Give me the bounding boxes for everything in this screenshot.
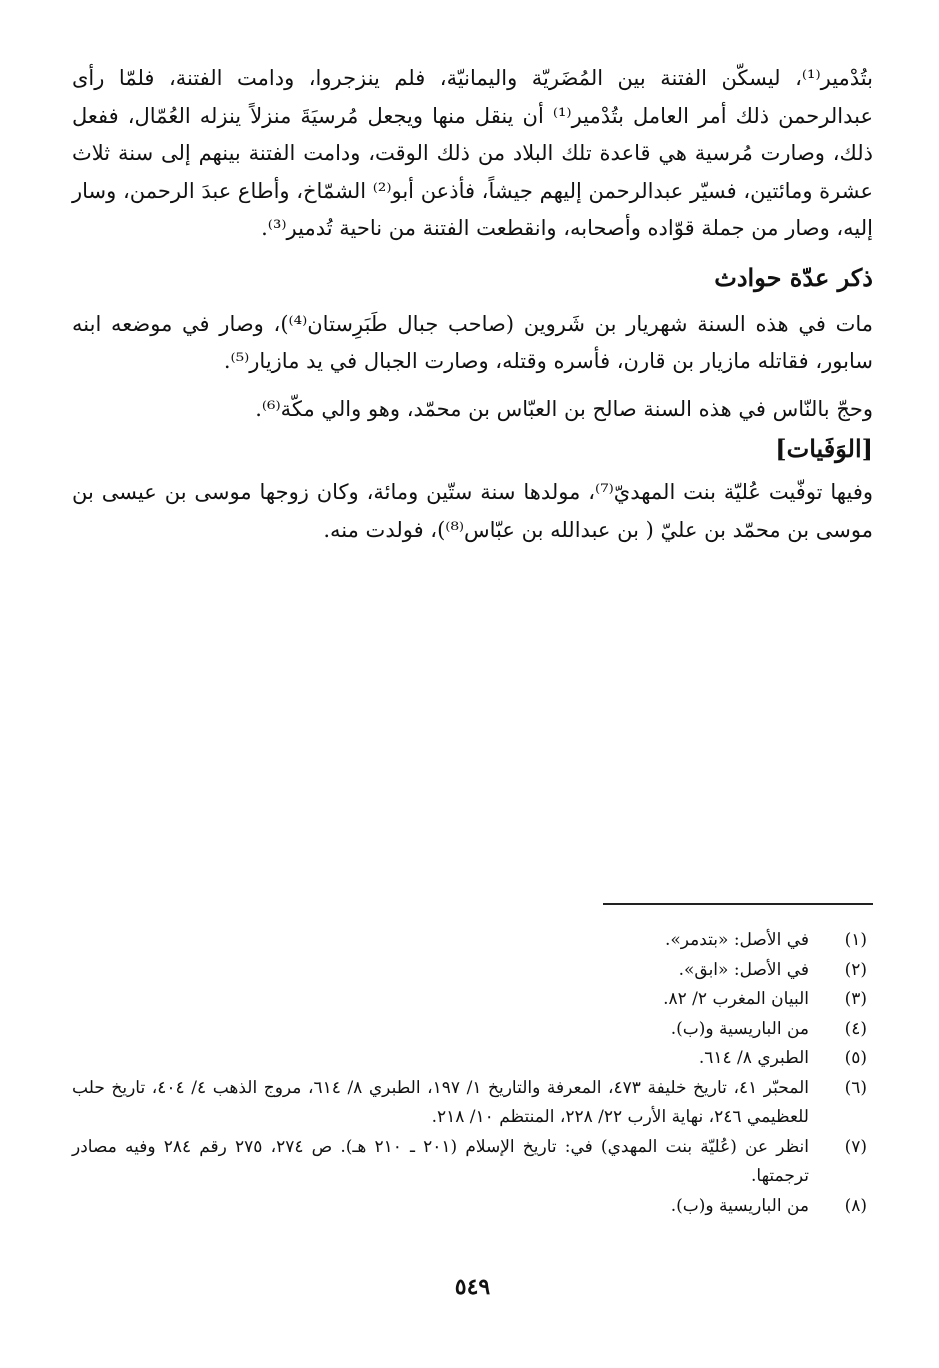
footnote-text: في الأصل: «ابق». bbox=[678, 959, 809, 980]
footnote-number: (١) bbox=[844, 930, 867, 950]
book-page bbox=[72, 60, 873, 1328]
footnote-item bbox=[72, 1133, 873, 1192]
footnote-number: (٧) bbox=[844, 1136, 867, 1157]
footnote-item bbox=[72, 1074, 873, 1133]
footnote-item bbox=[72, 1192, 873, 1222]
footnote-text: المحبّر ٤١، تاريخ خليفة ٤٧٣، المعرفة والتاريخ ١/ ١٩٧، الطبري ٨/ ٦١٤، مروج الذهب ٤/ ٤٠٤، تاريخ حلب للعظيمي ٢٤٦، نهاية الأرب ٢٢/ ٢٢٨، المنتظم ١٠/ ٢١٨. bbox=[72, 1077, 809, 1127]
footnote-text: الطبري ٨/ ٦١٤. bbox=[698, 1048, 809, 1068]
footnote-item bbox=[72, 926, 873, 956]
page-number: ٥٤٩ bbox=[454, 1274, 491, 1300]
section-heading-events: ذكر عدّة حوادث bbox=[714, 262, 873, 292]
footnote-separator bbox=[603, 903, 873, 905]
footnote-item bbox=[72, 1015, 873, 1045]
footnote-number: (٦) bbox=[844, 1077, 867, 1098]
footnote-number: (٢) bbox=[844, 959, 867, 980]
footnote-item bbox=[72, 956, 873, 986]
footnote-text: من الباريسية و(ب). bbox=[670, 1018, 809, 1039]
footnote-text: البيان المغرب ٢/ ٨٢. bbox=[663, 989, 809, 1009]
paragraph-gap bbox=[72, 381, 873, 391]
footnote-number: (٣) bbox=[844, 989, 867, 1009]
footnotes bbox=[72, 926, 873, 1221]
paragraph-wafayat-1: وفيها توفّيت عُليّة بنت المهديّ⁽⁷⁾، مولدها سنة ستّين ومائة، وكان زوجها موسى بن عيسى بن موسى بن محمّد بن عليّ ( بن عبدالله بن عبّاس⁽⁸⁾)، فولدت منه. bbox=[72, 480, 873, 542]
footnote-text: في الأصل: «بتدمر». bbox=[664, 930, 809, 950]
paragraph-events-1: مات في هذه السنة شهريار بن شَروين (صاحب جبال طَبَرِستان⁽⁴⁾)، وصار في موضعه ابنه سابور، فقاتله مازيار بن قارن، فأسره وقتله، وصارت الجبال في يد مازيار⁽⁵⁾. bbox=[72, 311, 873, 373]
main-text bbox=[72, 60, 873, 549]
footnote-item bbox=[72, 985, 873, 1015]
footnote-number: (٤) bbox=[844, 1018, 867, 1039]
footnote-number: (٥) bbox=[844, 1048, 867, 1068]
footnote-item bbox=[72, 1044, 873, 1074]
footnote-text: من الباريسية و(ب). bbox=[670, 1195, 809, 1216]
section-heading-wafayat: [الوَفَيات] bbox=[775, 434, 873, 463]
paragraph-events-2: وحجّ بالنّاس في هذه السنة صالح بن العبّاس بن محمّد، وهو والي مكّة⁽⁶⁾. bbox=[255, 396, 873, 421]
footnote-number: (٨) bbox=[844, 1195, 867, 1216]
footnote-text: انظر عن (عُليّة بنت المهدي) في: تاريخ الإسلام (٢٠١ ـ ٢١٠ هـ). ص ٢٧٤، ٢٧٥ رقم ٢٨٤ وفيه مصادر ترجمتها. bbox=[72, 1136, 810, 1186]
paragraph-1: بتُدْمير⁽¹⁾، ليسكّن الفتنة بين المُضَريّة واليمانيّة، فلم ينزجروا، ودامت الفتنة، فلمّا رأى عبدالرحمن ذلك أمر العامل بتُدْمير⁽¹⁾ أن ينقل منها ويجعل مُرسيَةَ منزلاً ينزله العُمّال، ففعل ذلك، وصارت مُرسية هي قاعدة تلك البلاد من ذلك الوقت، ودامت الفتنة بينهم إلى سنة ثلاث عشرة ومائتين، فسيّر عبدالرحمن إليهم جيشاً، فأذعن أبو⁽²⁾ الشمّاخ، وأطاع عبدَ الرحمن، وسار إليه، وصار من جملة قوّاده وأصحابه، وانقطعت الفتنة من ناحية تُدمير⁽³⁾. bbox=[72, 66, 873, 240]
